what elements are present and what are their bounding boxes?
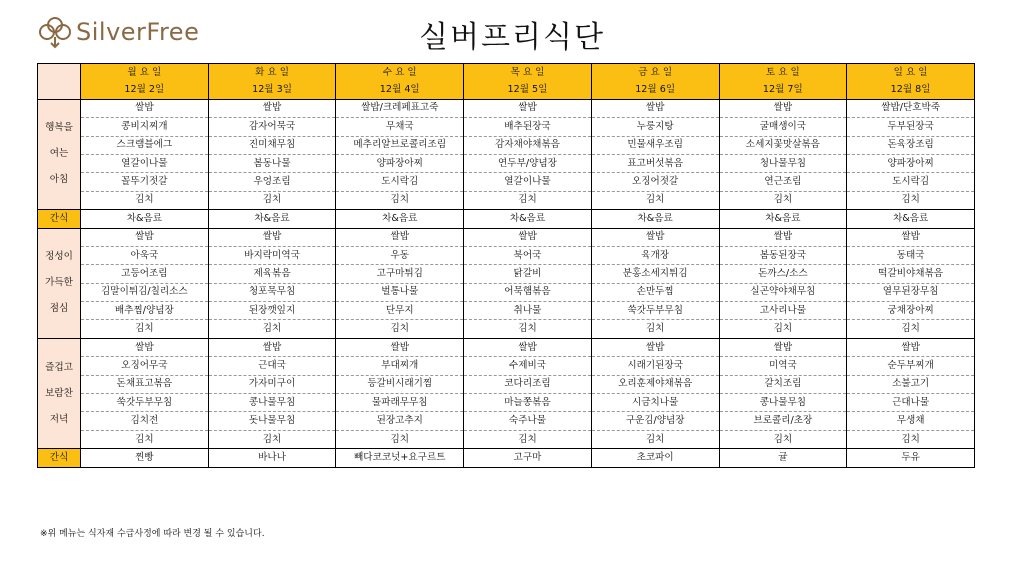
menu-item: 김치 (336, 320, 464, 338)
menu-item: 소불고기 (847, 375, 975, 393)
meal-label-line: 여는 (49, 148, 69, 160)
menu-item: 닭갈비 (464, 265, 592, 283)
menu-item: 누룽지탕 (591, 118, 719, 136)
menu-item: 김치 (591, 191, 719, 209)
menu-item: 진미채무침 (208, 136, 336, 154)
menu-item: 오징어젓갈 (591, 173, 719, 191)
menu-item: 동태국 (847, 246, 975, 264)
menu-item: 궁채장아찌 (847, 302, 975, 320)
snack-item: 차&음료 (464, 210, 592, 228)
table-row (38, 246, 975, 264)
menu-item: 콩나물무침 (719, 394, 847, 412)
snack-item: 차&음료 (208, 210, 336, 228)
table-row (38, 375, 975, 393)
menu-item: 김치 (464, 320, 592, 338)
menu-item: 돈채표고볶음 (81, 375, 209, 393)
menu-item: 김치 (719, 191, 847, 209)
menu-item: 콩나물무침 (208, 394, 336, 412)
menu-item: 갈치조림 (719, 375, 847, 393)
menu-item: 도시락김 (336, 173, 464, 191)
menu-item: 쌀밥/단호박죽 (847, 99, 975, 117)
snack-item: 차&음료 (81, 210, 209, 228)
menu-item: 부대찌개 (336, 357, 464, 375)
menu-item: 청포묵무침 (208, 283, 336, 301)
menu-item: 떡갈비야채볶음 (847, 265, 975, 283)
menu-item: 어묵햄볶음 (464, 283, 592, 301)
menu-item: 쌀밥 (81, 228, 209, 246)
menu-item: 단무지 (336, 302, 464, 320)
menu-item: 물파래무무침 (336, 394, 464, 412)
day-date: 12월 5일 (464, 81, 592, 99)
table-row (38, 118, 975, 136)
menu-item: 쌀밥 (464, 228, 592, 246)
snack-item: 고구마 (464, 449, 592, 467)
header-dates-row (38, 81, 975, 99)
menu-item: 시금치나물 (591, 394, 719, 412)
menu-item: 김치 (719, 430, 847, 448)
menu-item: 쌀밥 (591, 99, 719, 117)
menu-item: 등갈비시래기찜 (336, 375, 464, 393)
menu-item: 바지락미역국 (208, 246, 336, 264)
menu-item: 취나물 (464, 302, 592, 320)
menu-item: 감자채야채볶음 (464, 136, 592, 154)
day-date: 12월 3일 (208, 81, 336, 99)
day-name: 화 요 일 (208, 64, 336, 82)
menu-item: 소세지꽃맛살볶음 (719, 136, 847, 154)
day-date: 12월 7일 (719, 81, 847, 99)
menu-item: 연근조림 (719, 173, 847, 191)
snack-row (38, 449, 975, 467)
menu-body (38, 99, 975, 467)
day-name: 토 요 일 (719, 64, 847, 82)
header-corner (38, 64, 81, 100)
table-row (38, 357, 975, 375)
snack-item: 차&음료 (591, 210, 719, 228)
menu-item: 순두부찌개 (847, 357, 975, 375)
menu-item: 양파장아찌 (336, 154, 464, 172)
menu-item: 꼴뚜기젓갈 (81, 173, 209, 191)
menu-item: 감자어묵국 (208, 118, 336, 136)
day-date: 12월 4일 (336, 81, 464, 99)
meal-label-line: 가득한 (45, 277, 73, 289)
menu-item: 두부된장국 (847, 118, 975, 136)
menu-item: 쑥갓두부무침 (591, 302, 719, 320)
menu-item: 김치 (81, 430, 209, 448)
menu-item: 양파장아찌 (847, 154, 975, 172)
snack-item: 바나나 (208, 449, 336, 467)
menu-item: 가자미구이 (208, 375, 336, 393)
menu-item: 고등어조림 (81, 265, 209, 283)
menu-item: 쌀밥 (591, 228, 719, 246)
menu-item: 돈까스/소스 (719, 265, 847, 283)
menu-item: 구운김/양념장 (591, 412, 719, 430)
menu-item: 분홍소세지튀김 (591, 265, 719, 283)
menu-item: 벌통나물 (336, 283, 464, 301)
menu-item: 김치 (464, 430, 592, 448)
menu-item: 배추된장국 (464, 118, 592, 136)
snack-label: 간식 (38, 449, 81, 467)
menu-item: 김치 (847, 430, 975, 448)
menu-item: 우엉조림 (208, 173, 336, 191)
menu-item: 열무된장무침 (847, 283, 975, 301)
menu-item: 김치 (336, 191, 464, 209)
meal-label-line: 보람찬 (45, 387, 73, 399)
menu-item: 쌀밥 (208, 338, 336, 356)
menu-item: 된장고추지 (336, 412, 464, 430)
menu-item: 쌀밥 (208, 228, 336, 246)
menu-item: 김치 (208, 430, 336, 448)
menu-item: 브로콜리/초장 (719, 412, 847, 430)
menu-item: 김치 (591, 430, 719, 448)
menu-item: 코다리조림 (464, 375, 592, 393)
dinner-label (38, 338, 81, 448)
menu-item: 김치전 (81, 412, 209, 430)
menu-item: 쌀밥 (719, 228, 847, 246)
menu-item: 청나물무침 (719, 154, 847, 172)
menu-item: 쌀밥 (464, 99, 592, 117)
menu-item: 도시락김 (847, 173, 975, 191)
snack-item: 찐빵 (81, 449, 209, 467)
menu-item: 고구마튀김 (336, 265, 464, 283)
header-days-row (38, 64, 975, 82)
menu-item: 수제비국 (464, 357, 592, 375)
menu-item: 쌀밥 (719, 99, 847, 117)
menu-item: 김치 (336, 430, 464, 448)
menu-item: 김치 (591, 320, 719, 338)
menu-item: 실곤약야채무침 (719, 283, 847, 301)
menu-table (37, 63, 975, 468)
menu-item: 김치 (847, 191, 975, 209)
snack-label: 간식 (38, 210, 81, 228)
menu-item: 김치 (847, 320, 975, 338)
menu-item: 쌀밥 (81, 338, 209, 356)
snack-item: 차&음료 (847, 210, 975, 228)
table-row (38, 320, 975, 338)
table-row (38, 338, 975, 356)
menu-item: 된장깻잎지 (208, 302, 336, 320)
footnote: ※위 메뉴는 식자재 수급사정에 따라 변경 될 수 있습니다. (40, 529, 265, 539)
table-row (38, 154, 975, 172)
menu-item: 숙주나물 (464, 412, 592, 430)
menu-item: 연두부/양념장 (464, 154, 592, 172)
menu-item: 쌀밥 (591, 338, 719, 356)
snack-item: 두유 (847, 449, 975, 467)
menu-item: 오징어무국 (81, 357, 209, 375)
menu-item: 스크램블에그 (81, 136, 209, 154)
menu-item: 쌀밥 (336, 338, 464, 356)
menu-item: 쌀밥 (464, 338, 592, 356)
menu-item: 오리훈제야채볶음 (591, 375, 719, 393)
table-row (38, 412, 975, 430)
menu-item: 근대국 (208, 357, 336, 375)
menu-item: 무생채 (847, 412, 975, 430)
meal-label-line: 저녁 (49, 413, 69, 425)
snack-item: 빼다코코넛+요구르트 (336, 449, 464, 467)
menu-item: 쌀밥 (336, 228, 464, 246)
menu-item: 열갈이나물 (464, 173, 592, 191)
menu-item: 무채국 (336, 118, 464, 136)
logo-text: SilverFree (76, 18, 200, 46)
menu-item: 손만두찜 (591, 283, 719, 301)
menu-item: 마늘쫑볶음 (464, 394, 592, 412)
menu-item: 굴매생이국 (719, 118, 847, 136)
day-name: 수 요 일 (336, 64, 464, 82)
menu-item: 김치 (719, 320, 847, 338)
menu-item: 쌀밥 (208, 99, 336, 117)
menu-item: 김치 (208, 191, 336, 209)
menu-item: 쌀밥 (847, 228, 975, 246)
menu-item: 쑥갓두부무침 (81, 394, 209, 412)
table-row (38, 394, 975, 412)
meal-label-line: 정성이 (45, 251, 73, 263)
menu-item: 봄동된장국 (719, 246, 847, 264)
meal-label-line: 아침 (49, 174, 69, 186)
menu-item: 표고버섯볶음 (591, 154, 719, 172)
menu-item: 김치 (208, 320, 336, 338)
table-row (38, 191, 975, 209)
menu-item: 쌀밥/크레페표고죽 (336, 99, 464, 117)
menu-item: 콩비지찌개 (81, 118, 209, 136)
menu-item: 메추리알브로콜리조림 (336, 136, 464, 154)
table-row (38, 265, 975, 283)
menu-item: 고사리나물 (719, 302, 847, 320)
menu-item: 열갈이나물 (81, 154, 209, 172)
day-name: 월 요 일 (81, 64, 209, 82)
menu-item: 김말이튀김/칠리소스 (81, 283, 209, 301)
menu-item: 아욱국 (81, 246, 209, 264)
snack-item: 귤 (719, 449, 847, 467)
page-title: 실버프리식단 (419, 20, 605, 55)
menu-item: 미역국 (719, 357, 847, 375)
table-row (38, 173, 975, 191)
menu-item: 북어국 (464, 246, 592, 264)
snack-row (38, 210, 975, 228)
menu-item: 김치 (81, 191, 209, 209)
table-row (38, 430, 975, 448)
meal-label-line: 점심 (49, 303, 69, 315)
table-row (38, 302, 975, 320)
menu-item: 쌀밥 (847, 338, 975, 356)
day-date: 12월 2일 (81, 81, 209, 99)
table-row (38, 228, 975, 246)
day-name: 목 요 일 (464, 64, 592, 82)
day-name: 일 요 일 (847, 64, 975, 82)
day-date: 12월 8일 (847, 81, 975, 99)
table-row (38, 136, 975, 154)
menu-item: 근대나물 (847, 394, 975, 412)
menu-item: 돗나물무침 (208, 412, 336, 430)
breakfast-label (38, 99, 81, 209)
snack-item: 초코파이 (591, 449, 719, 467)
lunch-label (38, 228, 81, 338)
snack-item: 차&음료 (719, 210, 847, 228)
menu-item: 제육볶음 (208, 265, 336, 283)
menu-item: 돈육장조림 (847, 136, 975, 154)
meal-label-line: 즐겁고 (45, 361, 73, 373)
day-date: 12월 6일 (591, 81, 719, 99)
meal-label-line: 행복을 (45, 122, 73, 134)
day-name: 금 요 일 (591, 64, 719, 82)
menu-item: 시래기된장국 (591, 357, 719, 375)
menu-item: 우동 (336, 246, 464, 264)
menu-item: 쌀밥 (81, 99, 209, 117)
table-row (38, 99, 975, 117)
menu-item: 봄동나물 (208, 154, 336, 172)
menu-item: 민물새우조림 (591, 136, 719, 154)
menu-item: 배추찜/양념장 (81, 302, 209, 320)
menu-item: 김치 (464, 191, 592, 209)
table-row (38, 283, 975, 301)
menu-item: 육개장 (591, 246, 719, 264)
menu-item: 쌀밥 (719, 338, 847, 356)
snack-item: 차&음료 (336, 210, 464, 228)
menu-item: 김치 (81, 320, 209, 338)
